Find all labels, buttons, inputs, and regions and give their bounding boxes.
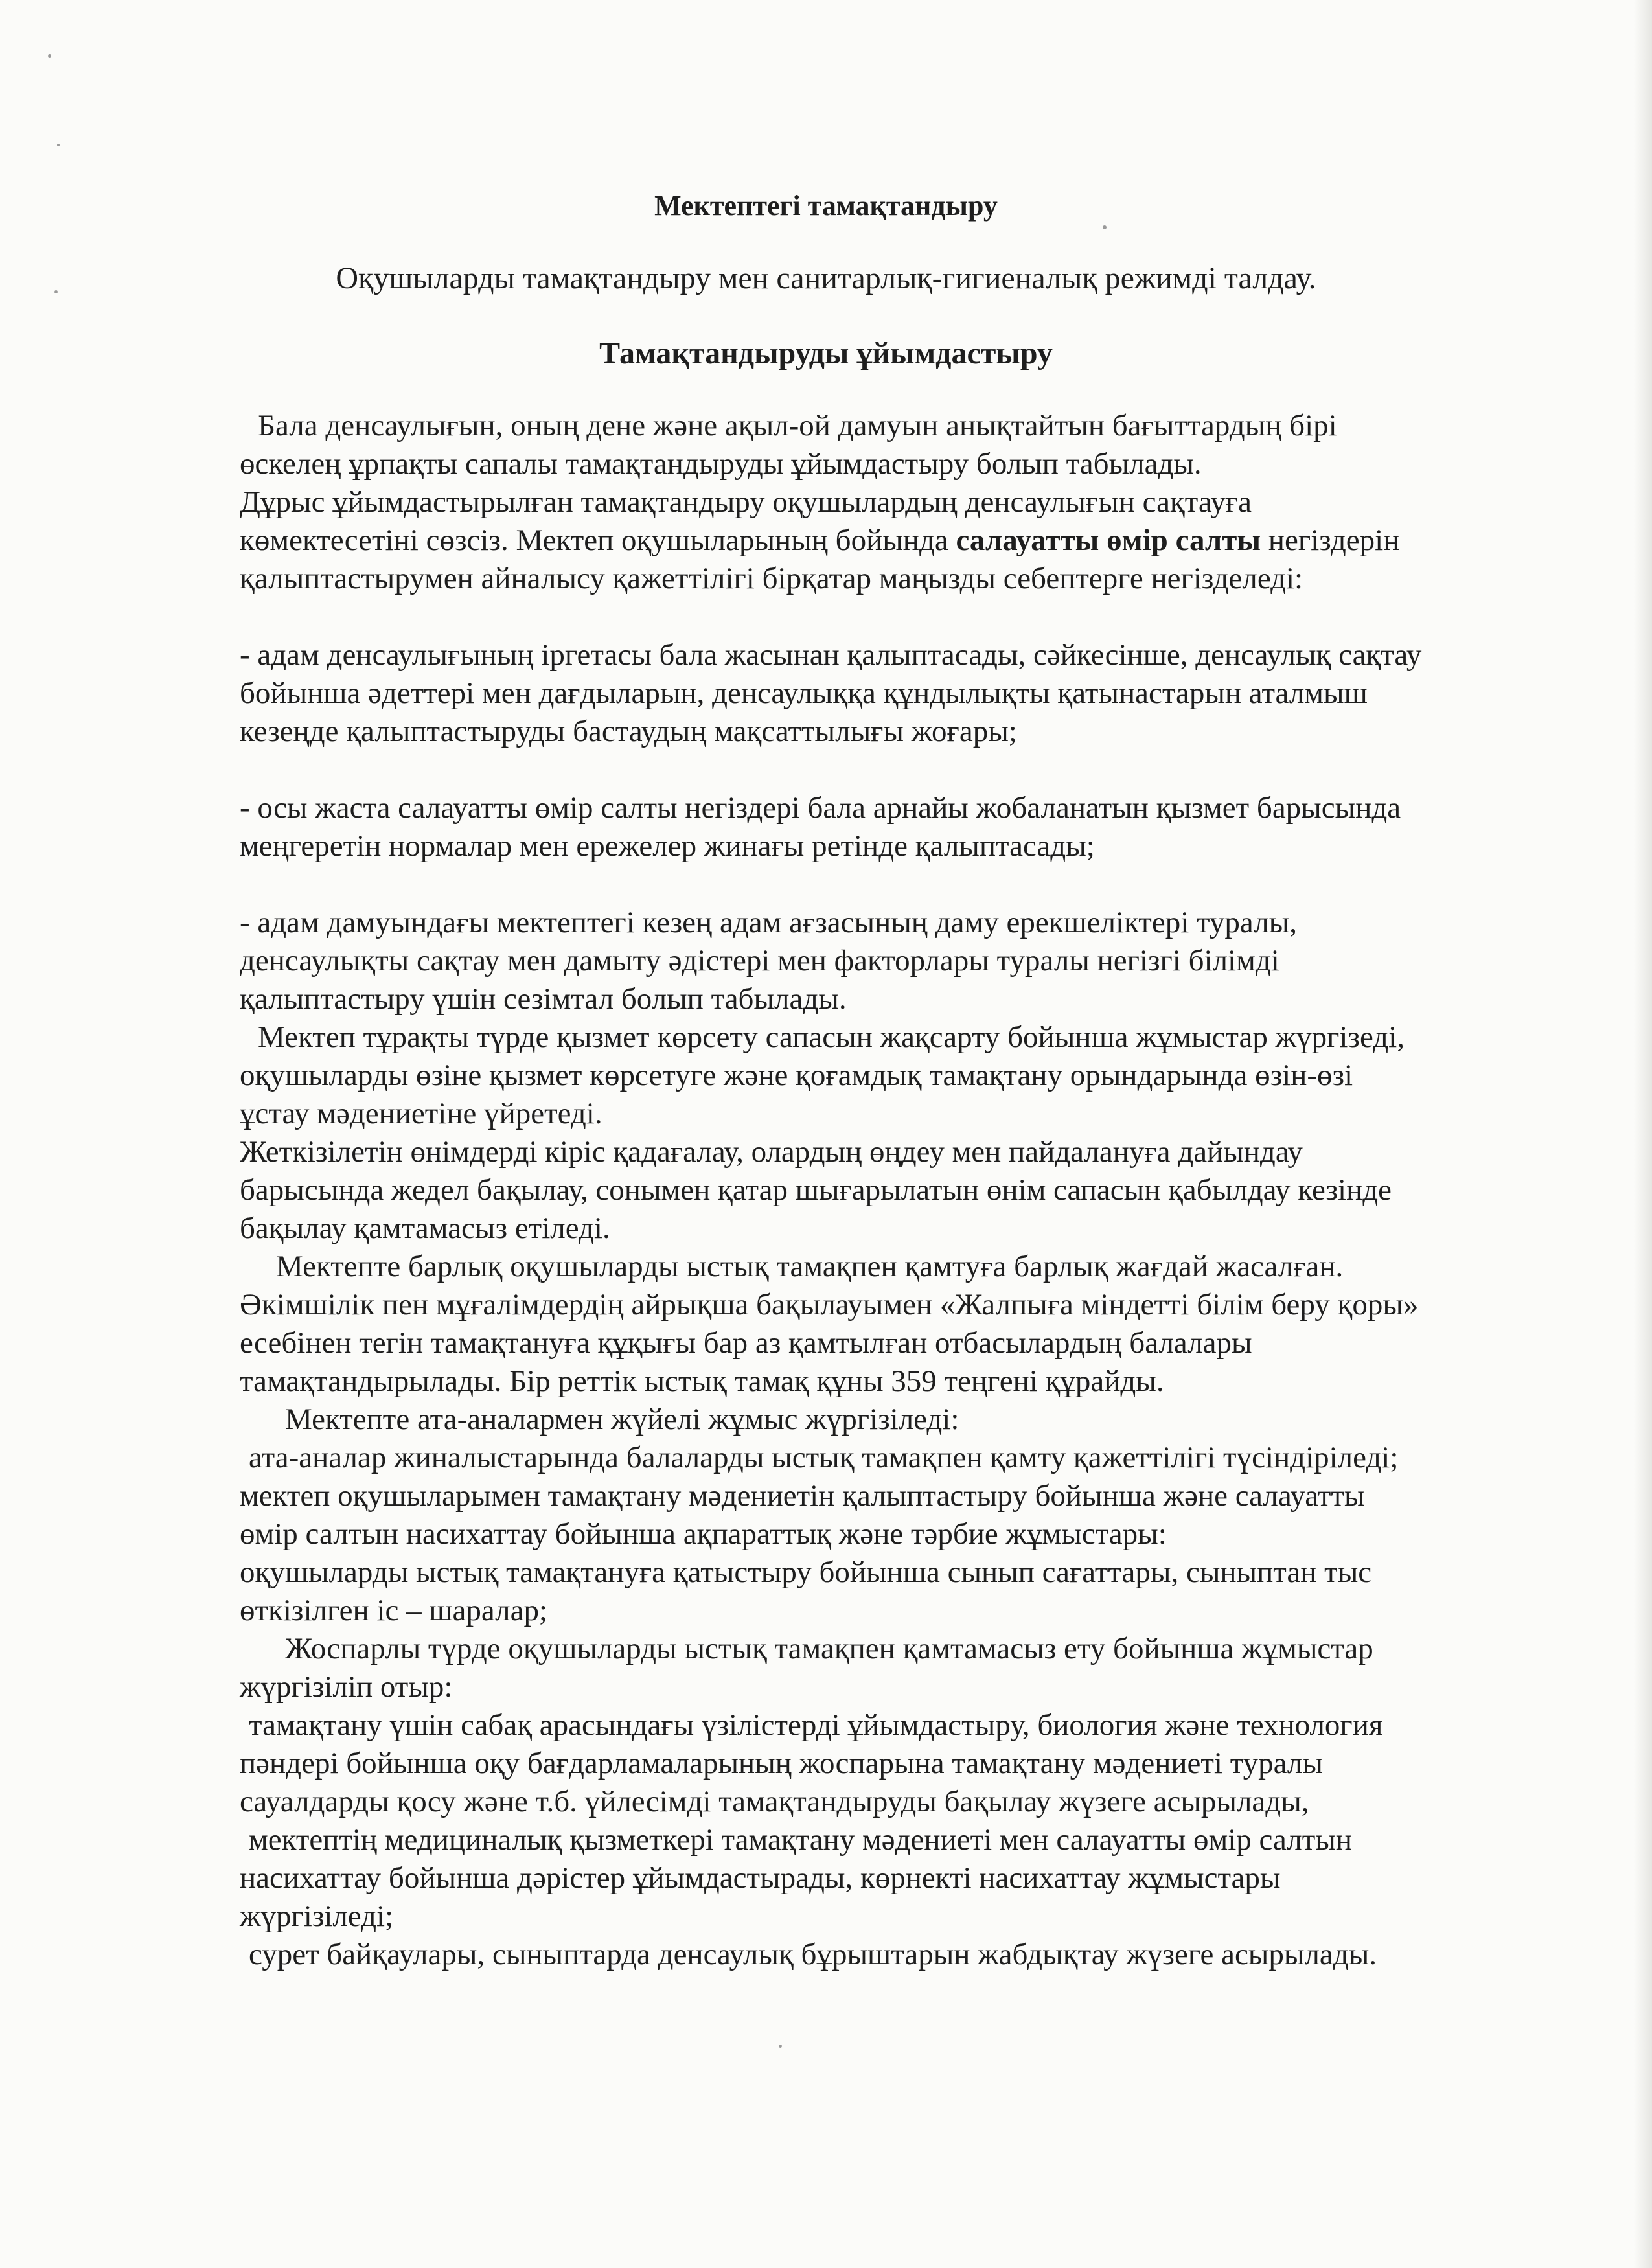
scan-speck: [1103, 225, 1107, 229]
paragraph-line: [240, 521, 1522, 560]
paragraph-line: насихаттау бойынша дәрістер ұйымдастырады, көрнекті насихаттау жұмыстары: [240, 1861, 1281, 1895]
paragraph-line: Бала денсаулығын, оның дене және ақыл-ой дамуын анықтайтын бағыттардың бірі: [258, 409, 1337, 442]
section-heading: Тамақтандыруды ұйымдастыру: [599, 336, 1053, 371]
list-item-line: меңгеретін нормалар мен ережелер жинағы ретінде қалыптасады;: [240, 829, 1095, 863]
paragraph-line: өскелең ұрпақты сапалы тамақтандыруды ұйымдастыру болып табылады.: [240, 447, 1202, 481]
paragraph-line: тамақтандырылады. Бір реттік ыстық тамақ құны 359 теңгені құрайды.: [240, 1364, 1164, 1398]
paragraph-line: бақылау қамтамасыз етіледі.: [240, 1211, 610, 1245]
list-item-line: қалыптастыру үшін сезімтал болып табылады.: [240, 982, 847, 1016]
blank-line: [240, 598, 1522, 636]
paragraph-line: Мектепте ата-аналармен жүйелі жұмыс жүргізіледі:: [285, 1403, 959, 1436]
paragraph-line: өмір салтын насихаттау бойынша ақпараттық және тәрбие жұмыстары:: [240, 1517, 1167, 1551]
paragraph-line: пәндері бойынша оқу бағдарламаларының жоспарына тамақтану мәдениеті туралы: [240, 1747, 1323, 1780]
list-item-line: денсаулықты сақтау мен дамыту әдістері мен факторлары туралы негізгі білімді: [240, 944, 1279, 978]
paragraph-line: сурет байқаулары, сыныптарда денсаулық бұрыштарын жабдықтау жүзеге асырылады.: [249, 1938, 1377, 1971]
list-item-line: кезеңде қалыптастыруды бастаудың мақсаттылығы жоғары;: [240, 715, 1017, 748]
blank-line: [240, 751, 1522, 789]
paragraph-line: қалыптастырумен айналысу қажеттілігі бірқатар маңызды себептерге негізделеді:: [240, 562, 1303, 595]
document-subtitle: Оқушыларды тамақтандыру мен санитарлық-гигиеналық режимді талдау.: [336, 261, 1316, 295]
paragraph-line: тамақтану үшін сабақ арасындағы үзілістерді ұйымдастыру, биология және технология: [249, 1708, 1383, 1742]
scan-speck: [779, 2045, 782, 2048]
list-item-line: - адам денсаулығының іргетасы бала жасынан қалыптасады, сәйкесінше, денсаулық сақтау: [240, 638, 1422, 672]
list-item-line: - осы жаста салауатты өмір салты негіздері бала арнайы жобаланатын қызмет барысында: [240, 791, 1401, 825]
paragraph-line: ата-аналар жиналыстарында балаларды ыстық тамақпен қамту қажеттілігі түсіндіріледі;: [249, 1441, 1399, 1474]
paragraph-line: Әкімшілік пен мұғалімдердің айрықша бақылауымен «Жалпыға міндетті білім беру қоры»: [240, 1288, 1419, 1322]
scan-speck: [48, 54, 51, 58]
bold-phrase: салауатты өмір салты: [956, 523, 1261, 557]
paragraph-line: өткізілген іс – шаралар;: [240, 1594, 548, 1627]
paragraph-line: Жоспарлы түрде оқушыларды ыстық тамақпен қамтамасыз ету бойынша жұмыстар: [285, 1632, 1373, 1666]
document-body: [240, 407, 1522, 1974]
paragraph-line: Жеткізілетін өнімдерді кіріс қадағалау, олардың өңдеу мен пайдалануға дайындау: [240, 1135, 1303, 1169]
paragraph-line: Мектепте барлық оқушыларды ыстық тамақпен қамтуға барлық жағдай жасалған.: [276, 1250, 1344, 1283]
paragraph-line: ұстау мәдениетіне үйретеді.: [240, 1097, 602, 1130]
paragraph-line: мектеп оқушыларымен тамақтану мәдениетін қалыптастыру бойынша және салауатты: [240, 1479, 1365, 1513]
line-text: көмектесетіні сөзсіз. Мектеп оқушыларының бойында: [240, 523, 956, 557]
paragraph-line: мектептің медициналық қызметкері тамақтану мәдениеті мен салауатты өмір салтын: [249, 1823, 1352, 1857]
paragraph-line: оқушыларды ыстық тамақтануға қатыстыру бойынша сынып сағаттары, сыныптан тыс: [240, 1555, 1372, 1589]
paragraph-line: оқушыларды өзіне қызмет көрсетуге және қоғамдық тамақтану орындарында өзін-өзі: [240, 1059, 1353, 1092]
scan-speck: [57, 144, 60, 146]
line-text: негіздерін: [1261, 523, 1400, 557]
list-item-line: бойынша әдеттері мен дағдыларын, денсаулыққа құндылықты қатынастарын аталмыш: [240, 676, 1368, 710]
paragraph-line: есебінен тегін тамақтануға құқығы бар аз қамтылған отбасылардың балалары: [240, 1326, 1252, 1360]
paragraph-line: Мектеп тұрақты түрде қызмет көрсету сапасын жақсарту бойынша жұмыстар жүргізеді,: [258, 1020, 1405, 1054]
paragraph-line: жүргізіліп отыр:: [240, 1670, 453, 1704]
blank-line: [240, 865, 1522, 904]
list-item-line: - адам дамуындағы мектептегі кезең адам ағзасының даму ерекшеліктері туралы,: [240, 906, 1297, 939]
paragraph-line: барысында жедел бақылау, сонымен қатар шығарылатын өнім сапасын қабылдау кезінде: [240, 1173, 1392, 1207]
paragraph-line: жүргізіледі;: [240, 1899, 394, 1933]
paragraph-line: сауалдарды қосу және т.б. үйлесімді тамақтандыруды бақылау жүзеге асырылады,: [240, 1785, 1309, 1818]
document-title: Мектептегі тамақтандыру: [654, 190, 998, 222]
paragraph-line: Дұрыс ұйымдастырылған тамақтандыру оқушылардың денсаулығын сақтауға: [240, 485, 1252, 519]
